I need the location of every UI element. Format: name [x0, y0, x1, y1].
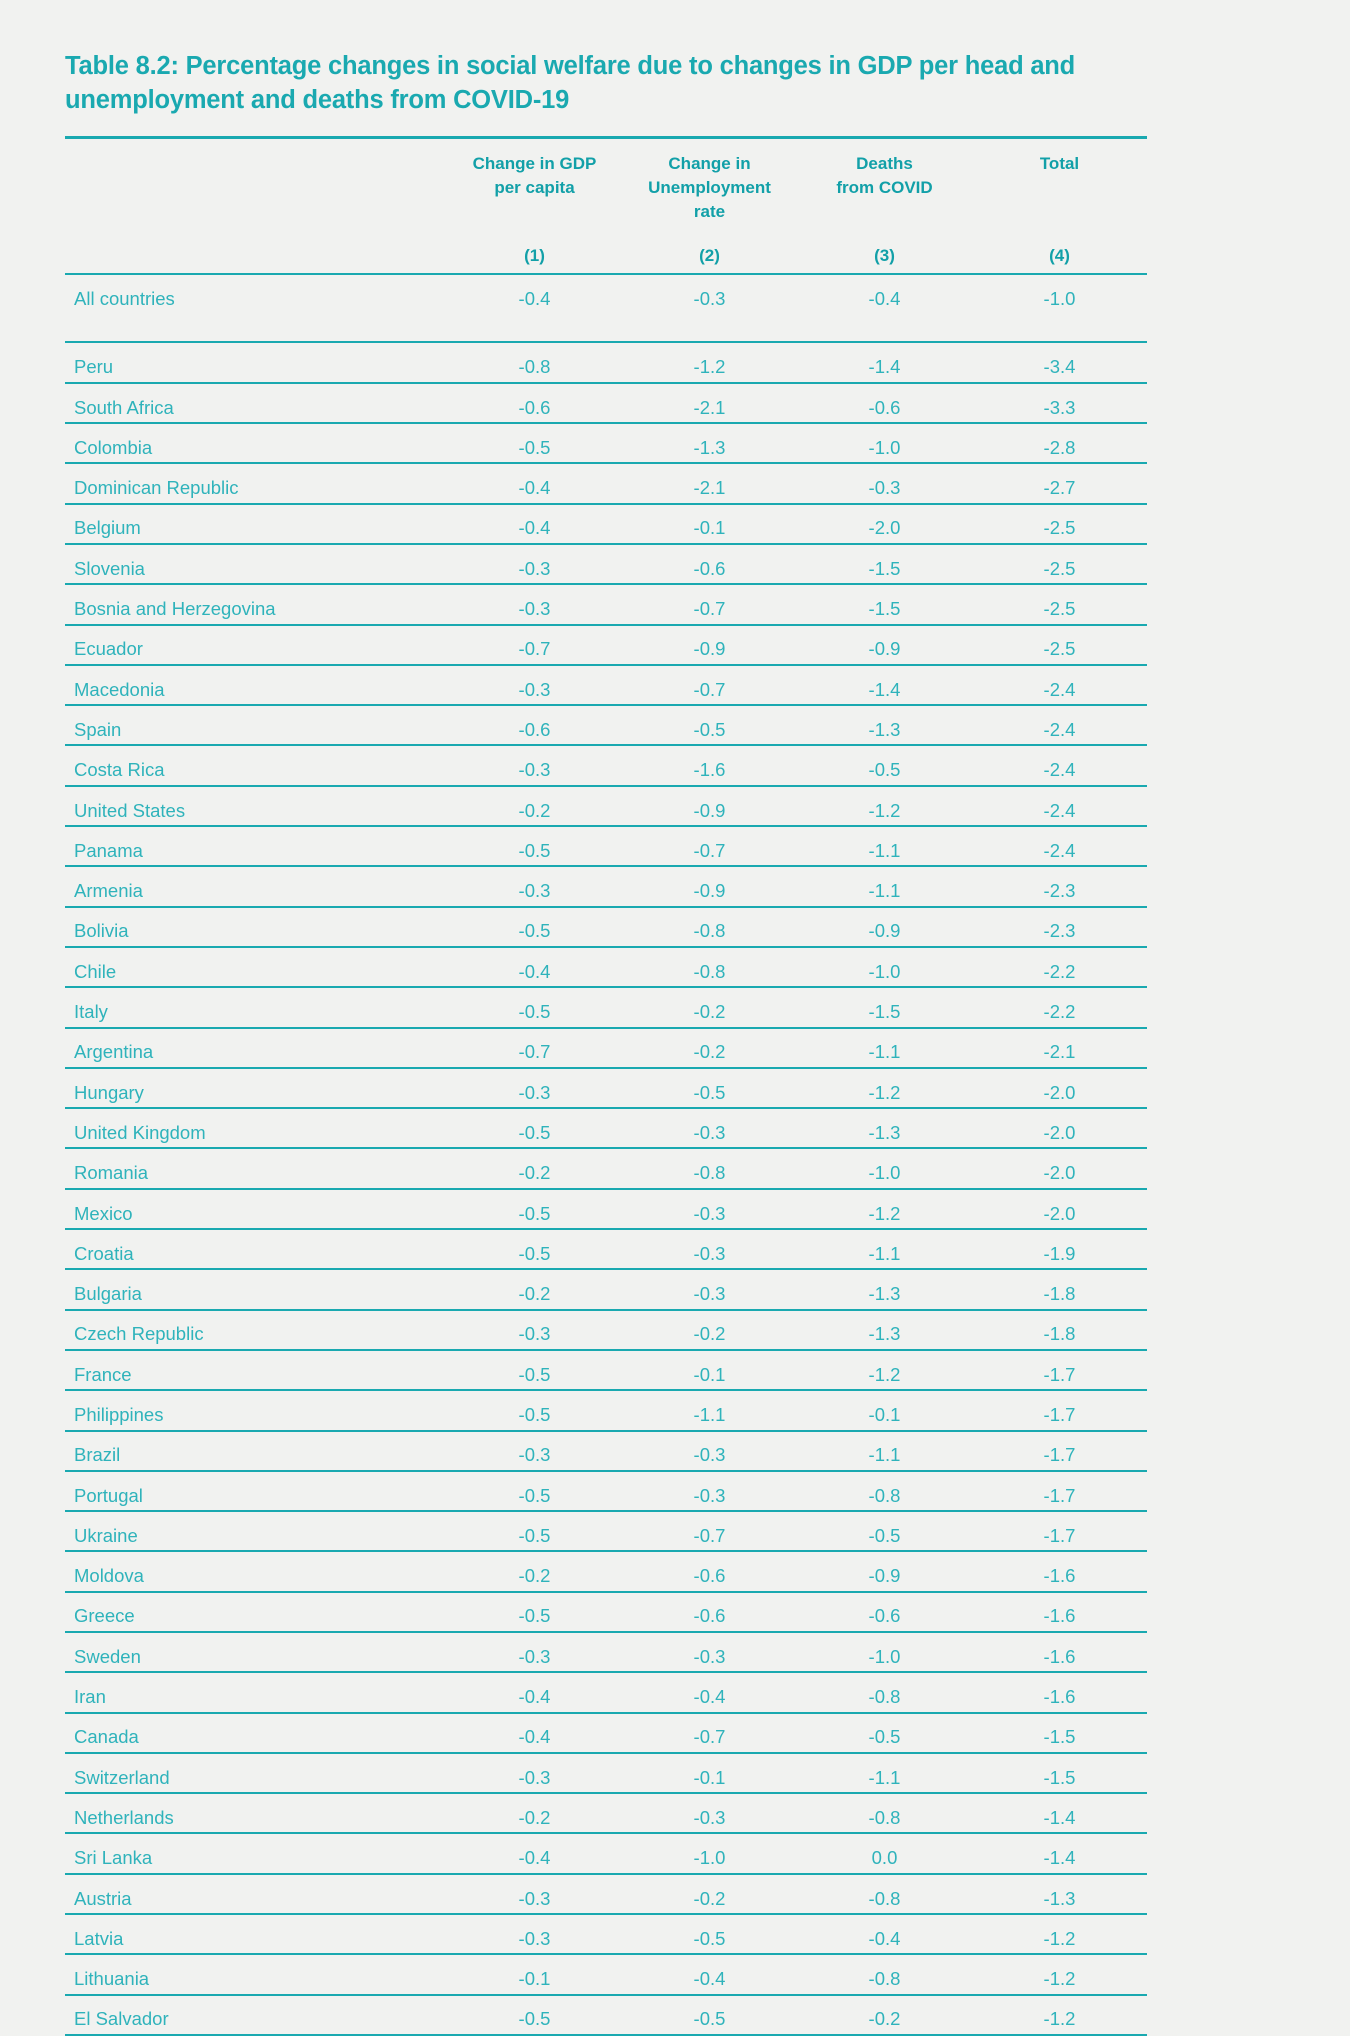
- cell-country: Switzerland: [65, 1753, 447, 1793]
- cell-value-3: -0.2: [797, 1995, 972, 2035]
- column-header-total: [972, 139, 1147, 230]
- cell-value-1: -0.3: [447, 1914, 622, 1954]
- cell-value-1: -0.3: [447, 1632, 622, 1672]
- cell-value-2: -0.8: [622, 1148, 797, 1188]
- cell-value-2: -0.7: [622, 1511, 797, 1551]
- cell-value-1: -0.5: [447, 1471, 622, 1511]
- cell-value-4: -2.5: [972, 504, 1147, 544]
- table-row: [65, 342, 1147, 382]
- cell-value-2: -0.7: [622, 584, 797, 624]
- cell-value-1: -0.2: [447, 1551, 622, 1591]
- cell-value-1: -0.3: [447, 1874, 622, 1914]
- cell-value-4: -1.9: [972, 1229, 1147, 1269]
- cell-value-3: -1.2: [797, 1189, 972, 1229]
- cell-country: Greece: [65, 1592, 447, 1632]
- column-header-unemployment: [622, 139, 797, 230]
- column-header-deaths: [797, 139, 972, 230]
- cell-value-4: -1.5: [972, 1713, 1147, 1753]
- cell-value-4: -2.4: [972, 745, 1147, 785]
- cell-country: Philippines: [65, 1390, 447, 1430]
- table-row: [65, 947, 1147, 987]
- cell-country: Sweden: [65, 1632, 447, 1672]
- cell-country: All countries: [65, 274, 447, 313]
- cell-country: Lithuania: [65, 1954, 447, 1994]
- cell-value-4: -1.6: [972, 1632, 1147, 1672]
- table-row-all-countries: [65, 274, 1147, 313]
- cell-value-1: -0.5: [447, 1995, 622, 2035]
- table-row: [65, 987, 1147, 1027]
- cell-country: Austria: [65, 1874, 447, 1914]
- cell-value-3: -0.8: [797, 1672, 972, 1712]
- table-row: [65, 1269, 1147, 1309]
- cell-value-1: -0.6: [447, 383, 622, 423]
- cell-value-2: -1.2: [622, 342, 797, 382]
- cell-value-2: -1.0: [622, 1833, 797, 1873]
- cell-value-3: -1.3: [797, 1269, 972, 1309]
- cell-value-2: -0.5: [622, 1068, 797, 1108]
- cell-value-3: -0.8: [797, 1874, 972, 1914]
- cell-value-2: -0.8: [622, 907, 797, 947]
- cell-value-2: -0.3: [622, 1189, 797, 1229]
- cell-value-4: -2.0: [972, 1189, 1147, 1229]
- cell-value-2: -0.6: [622, 1551, 797, 1591]
- cell-value-1: -0.3: [447, 1068, 622, 1108]
- table-row: [65, 504, 1147, 544]
- cell-value-2: -0.5: [622, 1995, 797, 2035]
- cell-value-1: -0.5: [447, 1350, 622, 1390]
- table-row: [65, 1551, 1147, 1591]
- table-row: [65, 1995, 1147, 2035]
- table-row: [65, 1390, 1147, 1430]
- cell-country: Sri Lanka: [65, 1833, 447, 1873]
- cell-value-3: -0.5: [797, 1511, 972, 1551]
- cell-country: Ukraine: [65, 1511, 447, 1551]
- cell-country: Slovenia: [65, 544, 447, 584]
- cell-value-4: -3.4: [972, 342, 1147, 382]
- cell-value-3: -1.0: [797, 947, 972, 987]
- cell-country: Chile: [65, 947, 447, 987]
- cell-value-4: -1.8: [972, 1269, 1147, 1309]
- cell-country: United States: [65, 786, 447, 826]
- cell-value-3: -1.1: [797, 866, 972, 906]
- table-row: [65, 423, 1147, 463]
- cell-country: Italy: [65, 987, 447, 1027]
- cell-value-4: -2.0: [972, 1148, 1147, 1188]
- cell-value-4: -3.3: [972, 383, 1147, 423]
- header-line-2: Unemployment: [648, 177, 771, 197]
- cell-value-1: -0.5: [447, 1229, 622, 1269]
- table-row: [65, 1672, 1147, 1712]
- cell-value-4: -1.4: [972, 1833, 1147, 1873]
- table-row: [65, 1954, 1147, 1994]
- cell-value-2: -0.9: [622, 786, 797, 826]
- cell-value-2: -0.2: [622, 1310, 797, 1350]
- cell-country: Armenia: [65, 866, 447, 906]
- cell-value-2: -0.2: [622, 1874, 797, 1914]
- cell-value-4: -2.0: [972, 1108, 1147, 1148]
- cell-value-4: -2.4: [972, 786, 1147, 826]
- cell-value-4: -1.0: [972, 274, 1147, 313]
- table-row: [65, 826, 1147, 866]
- cell-value-1: -0.1: [447, 1954, 622, 1994]
- header-line-1: Change in GDP: [472, 153, 597, 173]
- page-title: Table 8.2: Percentage changes in social welfare due to changes in GDP per head and unemployment and deaths from COVID-19: [65, 52, 1076, 114]
- cell-value-3: -1.1: [797, 1229, 972, 1269]
- table-row: [65, 1471, 1147, 1511]
- cell-value-2: -0.3: [622, 1471, 797, 1511]
- cell-value-4: -1.2: [972, 1995, 1147, 2035]
- cell-value-2: -0.7: [622, 665, 797, 705]
- cell-value-1: -0.5: [447, 826, 622, 866]
- cell-value-3: -0.4: [797, 274, 972, 313]
- cell-value-2: -2.1: [622, 383, 797, 423]
- table-row: [65, 1713, 1147, 1753]
- cell-value-2: -0.3: [622, 1793, 797, 1833]
- cell-value-4: -1.2: [972, 1914, 1147, 1954]
- table-row: [65, 1914, 1147, 1954]
- cell-value-2: -0.4: [622, 1672, 797, 1712]
- table-row: [65, 866, 1147, 906]
- table-row: [65, 1148, 1147, 1188]
- cell-value-2: -1.3: [622, 423, 797, 463]
- table-row: [65, 1431, 1147, 1471]
- cell-country: Croatia: [65, 1229, 447, 1269]
- cell-value-3: -0.5: [797, 745, 972, 785]
- cell-value-1: -0.4: [447, 274, 622, 313]
- cell-value-4: -1.3: [972, 1874, 1147, 1914]
- cell-value-1: -0.2: [447, 1148, 622, 1188]
- cell-value-1: -0.4: [447, 1833, 622, 1873]
- cell-value-1: -0.5: [447, 1108, 622, 1148]
- cell-value-4: -1.8: [972, 1310, 1147, 1350]
- cell-value-1: -0.7: [447, 1028, 622, 1068]
- cell-value-1: -0.3: [447, 665, 622, 705]
- cell-value-2: -0.7: [622, 1713, 797, 1753]
- cell-country: Brazil: [65, 1431, 447, 1471]
- cell-value-2: -0.7: [622, 826, 797, 866]
- cell-country: United Kingdom: [65, 1108, 447, 1148]
- table-row: [65, 1874, 1147, 1914]
- cell-country: Ecuador: [65, 625, 447, 665]
- cell-country: Romania: [65, 1148, 447, 1188]
- cell-value-1: -0.3: [447, 544, 622, 584]
- cell-value-3: -1.0: [797, 423, 972, 463]
- cell-value-1: -0.5: [447, 907, 622, 947]
- cell-value-1: -0.4: [447, 947, 622, 987]
- cell-value-1: -0.5: [447, 1189, 622, 1229]
- table-row: [65, 1310, 1147, 1350]
- cell-value-2: -0.3: [622, 1431, 797, 1471]
- cell-country: El Salvador: [65, 1995, 447, 2035]
- cell-value-2: -0.8: [622, 947, 797, 987]
- cell-value-1: -0.3: [447, 866, 622, 906]
- cell-value-1: -0.4: [447, 1672, 622, 1712]
- cell-value-2: -0.1: [622, 1753, 797, 1793]
- cell-value-1: -0.4: [447, 463, 622, 503]
- column-header-country: [65, 139, 447, 230]
- cell-value-2: -1.6: [622, 745, 797, 785]
- table-row: [65, 1793, 1147, 1833]
- cell-value-1: -0.5: [447, 423, 622, 463]
- cell-value-2: -0.2: [622, 1028, 797, 1068]
- cell-value-4: -2.4: [972, 665, 1147, 705]
- cell-value-3: -0.5: [797, 1713, 972, 1753]
- cell-value-4: -1.6: [972, 1551, 1147, 1591]
- cell-value-4: -2.2: [972, 947, 1147, 987]
- cell-value-1: -0.5: [447, 1511, 622, 1551]
- column-number-4: (4): [1049, 246, 1070, 266]
- header-line-2: per capita: [494, 177, 575, 197]
- table-row: [65, 584, 1147, 624]
- table-row: [65, 1350, 1147, 1390]
- cell-country: Iran: [65, 1672, 447, 1712]
- cell-country: Czech Republic: [65, 1310, 447, 1350]
- cell-value-2: -0.2: [622, 987, 797, 1027]
- cell-value-3: -1.2: [797, 1350, 972, 1390]
- table-row: [65, 463, 1147, 503]
- cell-value-2: -0.9: [622, 866, 797, 906]
- cell-country: France: [65, 1350, 447, 1390]
- cell-country: Bolivia: [65, 907, 447, 947]
- cell-value-4: -2.4: [972, 705, 1147, 745]
- cell-country: Macedonia: [65, 665, 447, 705]
- cell-value-2: -0.3: [622, 1632, 797, 1672]
- cell-value-4: -1.7: [972, 1431, 1147, 1471]
- cell-value-2: -0.3: [622, 1108, 797, 1148]
- cell-value-3: -1.1: [797, 1431, 972, 1471]
- cell-value-3: -0.3: [797, 463, 972, 503]
- cell-value-2: -0.3: [622, 1269, 797, 1309]
- cell-value-3: -1.2: [797, 1068, 972, 1108]
- cell-value-3: -1.1: [797, 1028, 972, 1068]
- column-number-2: (2): [699, 246, 720, 266]
- cell-value-3: -1.4: [797, 665, 972, 705]
- cell-value-3: -1.2: [797, 786, 972, 826]
- cell-value-4: -1.5: [972, 1753, 1147, 1793]
- cell-value-3: -0.6: [797, 383, 972, 423]
- cell-value-4: -1.2: [972, 1954, 1147, 1994]
- cell-value-2: -0.9: [622, 625, 797, 665]
- cell-value-4: -2.5: [972, 544, 1147, 584]
- cell-value-1: -0.3: [447, 1753, 622, 1793]
- cell-value-3: -1.3: [797, 1108, 972, 1148]
- cell-value-3: -0.1: [797, 1390, 972, 1430]
- cell-value-3: -0.9: [797, 1551, 972, 1591]
- table-row: [65, 1753, 1147, 1793]
- cell-country: Dominican Republic: [65, 463, 447, 503]
- cell-country: Moldova: [65, 1551, 447, 1591]
- table-head: [65, 137, 1147, 274]
- cell-country: South Africa: [65, 383, 447, 423]
- cell-value-2: -1.1: [622, 1390, 797, 1430]
- cell-country: Latvia: [65, 1914, 447, 1954]
- cell-value-1: -0.2: [447, 1793, 622, 1833]
- table-spacer-row: [65, 313, 1147, 342]
- table-row: [65, 383, 1147, 423]
- cell-value-3: -0.6: [797, 1592, 972, 1632]
- cell-value-4: -2.5: [972, 584, 1147, 624]
- column-number-blank: [65, 230, 447, 274]
- table-row: [65, 907, 1147, 947]
- cell-value-3: -0.9: [797, 907, 972, 947]
- cell-value-4: -1.6: [972, 1672, 1147, 1712]
- column-header-row: [65, 139, 1147, 230]
- cell-value-2: -2.1: [622, 463, 797, 503]
- cell-country: Spain: [65, 705, 447, 745]
- cell-country: Colombia: [65, 423, 447, 463]
- cell-value-2: -0.1: [622, 504, 797, 544]
- cell-value-2: -0.6: [622, 544, 797, 584]
- cell-value-4: -2.3: [972, 907, 1147, 947]
- cell-country: Bulgaria: [65, 1269, 447, 1309]
- table-row: [65, 1511, 1147, 1551]
- table-row: [65, 1833, 1147, 1873]
- cell-value-1: -0.2: [447, 1269, 622, 1309]
- cell-value-3: -0.8: [797, 1954, 972, 1994]
- table-row: [65, 1632, 1147, 1672]
- cell-value-4: -2.7: [972, 463, 1147, 503]
- cell-value-2: -0.5: [622, 1914, 797, 1954]
- cell-value-1: -0.4: [447, 504, 622, 544]
- header-line-3: rate: [693, 202, 726, 222]
- cell-value-3: -2.0: [797, 504, 972, 544]
- cell-value-1: -0.7: [447, 625, 622, 665]
- cell-value-2: -0.6: [622, 1592, 797, 1632]
- cell-value-2: -0.5: [622, 705, 797, 745]
- cell-country: Hungary: [65, 1068, 447, 1108]
- column-number-3: (3): [874, 246, 895, 266]
- cell-value-4: -1.7: [972, 1511, 1147, 1551]
- cell-value-4: -2.8: [972, 423, 1147, 463]
- table-row: [65, 1108, 1147, 1148]
- header-line-1: Total: [1039, 153, 1080, 173]
- header-line-1: Change in: [668, 153, 751, 173]
- column-header-gdp: [447, 139, 622, 230]
- cell-value-3: -1.3: [797, 705, 972, 745]
- cell-value-3: -1.1: [797, 1753, 972, 1793]
- cell-value-2: -0.3: [622, 1229, 797, 1269]
- cell-value-3: -1.5: [797, 584, 972, 624]
- cell-value-4: -1.6: [972, 1592, 1147, 1632]
- cell-value-4: -1.7: [972, 1390, 1147, 1430]
- cell-value-3: -0.4: [797, 1914, 972, 1954]
- cell-value-3: 0.0: [797, 1833, 972, 1873]
- cell-value-3: -1.5: [797, 544, 972, 584]
- cell-value-3: -0.8: [797, 1471, 972, 1511]
- table-row: [65, 705, 1147, 745]
- column-number-1: (1): [524, 246, 545, 266]
- cell-value-3: -1.0: [797, 1632, 972, 1672]
- cell-value-1: -0.2: [447, 786, 622, 826]
- cell-value-4: -2.2: [972, 987, 1147, 1027]
- cell-value-3: -0.8: [797, 1793, 972, 1833]
- header-line-1: Deaths: [856, 153, 913, 173]
- cell-value-4: -1.4: [972, 1793, 1147, 1833]
- cell-value-1: -0.8: [447, 342, 622, 382]
- table-row: [65, 1229, 1147, 1269]
- cell-country: Netherlands: [65, 1793, 447, 1833]
- cell-country: Argentina: [65, 1028, 447, 1068]
- cell-value-1: -0.3: [447, 745, 622, 785]
- cell-value-4: -2.1: [972, 1028, 1147, 1068]
- cell-country: Panama: [65, 826, 447, 866]
- table-row: [65, 1592, 1147, 1632]
- table-row: [65, 745, 1147, 785]
- table-body: [65, 274, 1147, 2035]
- cell-value-1: -0.5: [447, 1592, 622, 1632]
- cell-country: Portugal: [65, 1471, 447, 1511]
- cell-value-4: -2.4: [972, 826, 1147, 866]
- table-row: [65, 1068, 1147, 1108]
- cell-value-1: -0.3: [447, 584, 622, 624]
- cell-value-1: -0.3: [447, 1431, 622, 1471]
- cell-value-4: -2.3: [972, 866, 1147, 906]
- cell-value-3: -1.0: [797, 1148, 972, 1188]
- table-row: [65, 786, 1147, 826]
- cell-value-3: -0.9: [797, 625, 972, 665]
- cell-value-2: -0.4: [622, 1954, 797, 1994]
- cell-value-2: -0.3: [622, 274, 797, 313]
- header-line-2: from COVID: [836, 177, 933, 197]
- cell-country: Canada: [65, 1713, 447, 1753]
- table-row: [65, 1189, 1147, 1229]
- cell-value-1: -0.4: [447, 1713, 622, 1753]
- cell-country: Costa Rica: [65, 745, 447, 785]
- table-row: [65, 665, 1147, 705]
- cell-value-1: -0.3: [447, 1310, 622, 1350]
- column-number-row: [65, 230, 1147, 274]
- cell-country: Peru: [65, 342, 447, 382]
- spacer-cell: [65, 313, 1147, 342]
- cell-value-1: -0.5: [447, 1390, 622, 1430]
- cell-value-4: -2.5: [972, 625, 1147, 665]
- cell-country: Belgium: [65, 504, 447, 544]
- cell-value-1: -0.5: [447, 987, 622, 1027]
- table-row: [65, 1028, 1147, 1068]
- cell-value-1: -0.6: [447, 705, 622, 745]
- cell-value-4: -2.0: [972, 1068, 1147, 1108]
- table-row: [65, 544, 1147, 584]
- cell-value-3: -1.5: [797, 987, 972, 1027]
- cell-value-3: -1.1: [797, 826, 972, 866]
- cell-value-4: -1.7: [972, 1471, 1147, 1511]
- welfare-changes-table: [65, 136, 1147, 2036]
- table-row: [65, 625, 1147, 665]
- cell-country: Mexico: [65, 1189, 447, 1229]
- cell-value-2: -0.1: [622, 1350, 797, 1390]
- cell-country: Bosnia and Herzegovina: [65, 584, 447, 624]
- cell-value-3: -1.3: [797, 1310, 972, 1350]
- cell-value-3: -1.4: [797, 342, 972, 382]
- cell-value-4: -1.7: [972, 1350, 1147, 1390]
